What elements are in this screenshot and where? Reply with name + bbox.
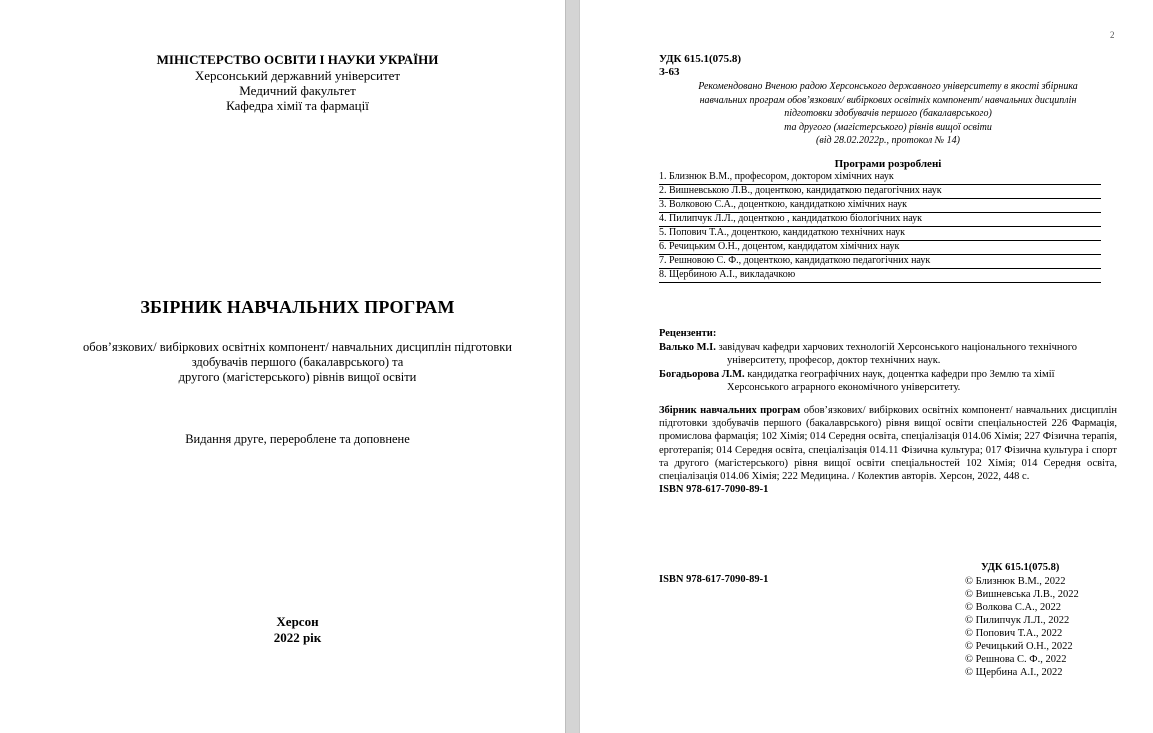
author-item: 3. Волковою С.А., доценткою, кандидаткою хімічних наук <box>659 199 1101 213</box>
reviewer-name: Богадьорова Л.М. <box>659 368 745 380</box>
department-name: Кафедра хімії та фармації <box>226 98 369 113</box>
description-line: обов’язкових/ вибіркових освітніх компонент/ навчальних дисциплін підготовки <box>83 340 512 354</box>
isbn: ISBN 978-617-7090-89-1 <box>659 484 769 496</box>
copyright-item: © Пилипчук Л.Л., 2022 <box>965 615 1070 626</box>
author-item: 5. Попович Т.А., доценткою, кандидаткою технічних наук <box>659 227 1101 241</box>
summary-title: Збірник навчальних програм <box>659 405 801 416</box>
reviewer-details-cont: Херсонського аграрного економічного університету. <box>727 382 961 393</box>
copyright-item: © Решнова С. Ф., 2022 <box>965 654 1067 665</box>
catalog-code: З-63 <box>659 66 680 78</box>
copyright-list <box>965 575 1079 679</box>
page-gutter <box>565 0 580 733</box>
author-item: 8. Щербиною А.І., викладачкою <box>659 269 1101 283</box>
recommendation-line: та другого (магістерського) рівнів вищої освіти <box>784 121 992 133</box>
reviewer-details-cont: університету, професор, доктор технічних наук. <box>727 355 941 366</box>
copyright-item: © Близнюк В.М., 2022 <box>965 576 1066 587</box>
reviewer-details: завідувач кафедри харчових технологій Херсонського національного технічного <box>715 341 1078 353</box>
description-line: здобувачів першого (бакалаврського) та <box>191 355 404 369</box>
imprint <box>30 614 565 646</box>
reviewer-entry <box>659 341 1119 355</box>
copyright-item: © Попович Т.А., 2022 <box>965 628 1063 639</box>
isbn-bottom: ISBN 978-617-7090-89-1 <box>659 574 769 585</box>
faculty-name: Медичний факультет <box>239 83 356 98</box>
reviewers-title: Рецензенти: <box>659 328 717 339</box>
recommendation-line: навчальних програм обов’язкових/ вибіркових освітніх компонент/ навчальних дисциплін <box>699 94 1077 106</box>
udk-code: УДК 615.1(075.8) <box>659 53 742 65</box>
authors-list <box>659 171 1101 283</box>
description <box>30 340 565 385</box>
reviewer-name: Валько М.І. <box>659 341 716 353</box>
recommendation-line: Рекомендовано Вченою радою Херсонського державного університету в якості збірника <box>698 81 1078 92</box>
copyright-item: © Щербина А.І., 2022 <box>965 667 1063 678</box>
year: 2022 рік <box>273 630 322 645</box>
reviewers <box>659 327 1119 395</box>
author-item: 7. Решновою С. Ф., доценткою, кандидаткою педагогічних наук <box>659 255 1101 269</box>
copyright-item: © Речицький О.Н., 2022 <box>965 641 1073 652</box>
description-line: другого (магістерського) рівнів вищої освіти <box>178 370 417 384</box>
reviewer-details: кандидатка географічних наук, доцентка кафедри про Землю та хімії <box>744 368 1055 380</box>
ministry-name: МІНІСТЕРСТВО ОСВІТИ І НАУКИ УКРАЇНИ <box>156 52 439 67</box>
page-number: 2 <box>1110 30 1115 40</box>
bibliographic-summary <box>659 404 1117 496</box>
author-item: 6. Речицьким О.Н., доцентом, кандидатом хімічних наук <box>659 241 1101 255</box>
author-item: 4. Пилипчук Л.Л., доценткою , кандидаткою біологічних наук <box>659 213 1101 227</box>
university-name: Херсонський державний університет <box>194 68 401 83</box>
city: Херсон <box>276 614 319 629</box>
authors-title: Програми розроблені <box>834 158 942 170</box>
title-block <box>30 52 565 113</box>
recommendation <box>659 80 1117 148</box>
summary-text: обов’язкових/ вибіркових освітніх компонент/ навчальних дисциплін підготовки здобувачів першого (бакалаврського) рівня вищої освіти спеціальностей 226 Фармація, промислова фармація; 102 Хімія; 014 Середня освіта, спеціалізація 014.06 Хімія; 227 Фізична терапія, ерготерапія; 014 Середня освіта, спеціалізація 014.11 Фізична культура; 017 Фізична культура і спорт та другого (магістерського) рівня вищої освіти спеціальностей 102 Хімія; 014 Середня освіта, спеціалізація 014.06 Хімія; 222 Медицина. / Колектив авторів. Херсон, 2022, 448 с. <box>659 405 1117 483</box>
copyright-item: © Волкова С.А., 2022 <box>965 602 1061 613</box>
udk-bottom: УДК 615.1(075.8) <box>981 562 1060 573</box>
copyright-item: © Вишневська Л.В., 2022 <box>965 589 1079 600</box>
reviewer-entry <box>659 368 1119 382</box>
edition-note: Видання друге, перероблене та доповнене <box>185 432 410 446</box>
author-item: 2. Вишневською Л.В., доценткою, кандидаткою педагогічних наук <box>659 185 1101 199</box>
recommendation-line: підготовки здобувачів першого (бакалаврського) <box>784 108 992 119</box>
author-item: 1. Близнюк В.М., професором, доктором хімічних наук <box>659 171 1101 185</box>
recommendation-line: (від 28.02.2022р., протокол № 14) <box>816 135 960 146</box>
udk-header <box>659 53 741 79</box>
main-title: ЗБІРНИК НАВЧАЛЬНИХ ПРОГРАМ <box>140 297 455 317</box>
